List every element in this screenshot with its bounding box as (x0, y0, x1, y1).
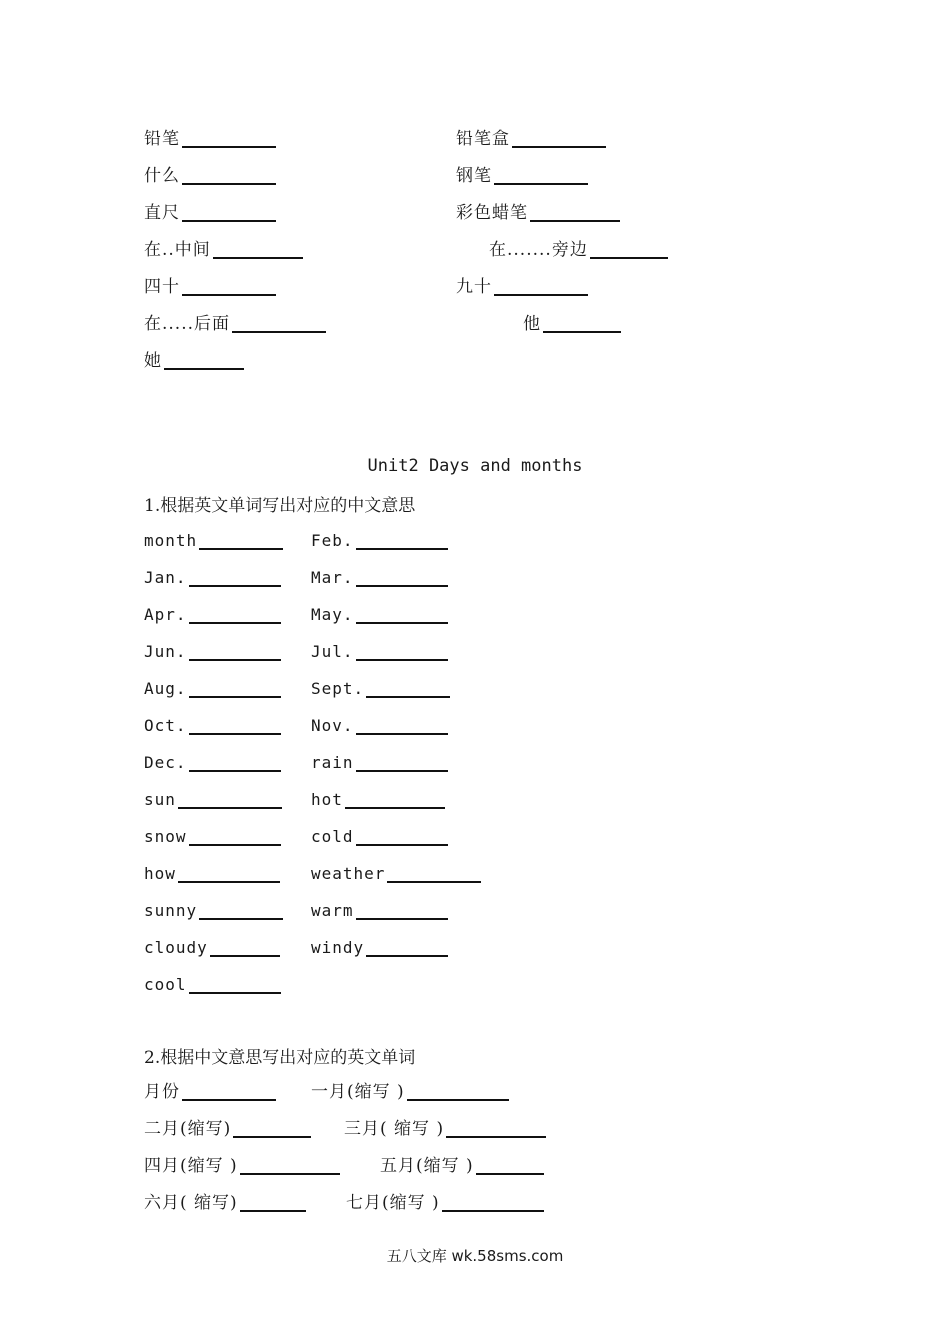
vocab-label: 六月( 缩写) (144, 1193, 238, 1213)
vocab-label: May. (311, 605, 354, 624)
vocab-item (144, 824, 281, 850)
answer-blank[interactable] (356, 622, 448, 624)
vocab-item (311, 1079, 509, 1105)
vocab-item (144, 787, 282, 813)
vocab-label: hot (311, 790, 343, 809)
vocab-label: 在.......旁边 (489, 240, 588, 260)
vocab-item (489, 237, 668, 263)
vocab-label: 直尺 (144, 203, 180, 223)
vocab-item (144, 602, 281, 628)
vocab-label: rain (311, 753, 354, 772)
answer-blank[interactable] (199, 548, 283, 550)
vocab-item (311, 528, 448, 554)
answer-blank[interactable] (240, 1173, 340, 1175)
answer-blank[interactable] (240, 1210, 306, 1212)
vocab-label: 九十 (456, 277, 492, 297)
vocab-label: cloudy (144, 938, 208, 957)
answer-blank[interactable] (189, 622, 281, 624)
answer-blank[interactable] (213, 257, 303, 259)
answer-blank[interactable] (356, 770, 448, 772)
answer-blank[interactable] (189, 992, 281, 994)
vocab-item (144, 163, 276, 189)
answer-blank[interactable] (356, 659, 448, 661)
vocab-item (456, 200, 620, 226)
vocab-item (311, 898, 448, 924)
vocab-label: 四十 (144, 277, 180, 297)
answer-blank[interactable] (189, 696, 281, 698)
vocab-item (311, 935, 448, 961)
answer-blank[interactable] (189, 733, 281, 735)
answer-blank[interactable] (356, 733, 448, 735)
vocab-item (311, 639, 448, 665)
vocab-item (311, 787, 445, 813)
vocab-item (144, 1079, 276, 1105)
answer-blank[interactable] (512, 146, 606, 148)
vocab-label: sunny (144, 901, 198, 920)
vocab-item (311, 750, 448, 776)
vocab-label: 铅笔 (144, 129, 180, 149)
vocab-label: Jan. (144, 568, 187, 587)
section1-title: 1.根据英文单词写出对应的中文意思 (144, 496, 416, 516)
section2-title: 2.根据中文意思写出对应的英文单词 (144, 1048, 416, 1068)
vocab-label: cold (311, 827, 354, 846)
vocab-item (456, 163, 588, 189)
vocab-item (144, 200, 276, 226)
vocab-label: 七月(缩写 ) (346, 1193, 440, 1213)
vocab-item (311, 602, 448, 628)
vocab-label: Jun. (144, 642, 187, 661)
vocab-item (144, 713, 281, 739)
answer-blank[interactable] (442, 1210, 544, 1212)
vocab-label: warm (311, 901, 354, 920)
vocab-item (311, 713, 448, 739)
vocab-label: Jul. (311, 642, 354, 661)
vocab-label: 四月(缩写 ) (144, 1156, 238, 1176)
vocab-item (144, 237, 303, 263)
vocab-label: Mar. (311, 568, 354, 587)
footer-watermark: 五八文库 wk.58sms.com (386, 1247, 564, 1265)
answer-blank[interactable] (189, 770, 281, 772)
vocab-item (144, 565, 281, 591)
vocab-label: cool (144, 975, 187, 994)
vocab-label: weather (311, 864, 386, 883)
vocab-item (311, 676, 450, 702)
unit-title: Unit2 Days and months (367, 456, 583, 476)
vocab-label: 月份 (144, 1082, 180, 1102)
answer-blank[interactable] (182, 220, 276, 222)
answer-blank[interactable] (356, 585, 448, 587)
vocab-item (144, 676, 281, 702)
answer-blank[interactable] (356, 918, 448, 920)
answer-blank[interactable] (543, 331, 621, 333)
answer-blank[interactable] (189, 585, 281, 587)
vocab-item (144, 898, 283, 924)
vocab-item (144, 348, 244, 374)
vocab-item (380, 1153, 544, 1179)
vocab-label: sun (144, 790, 176, 809)
vocab-item (144, 126, 276, 152)
answer-blank[interactable] (387, 881, 481, 883)
answer-blank[interactable] (494, 294, 588, 296)
vocab-label: 铅笔盒 (456, 129, 510, 149)
vocab-label: Sept. (311, 679, 365, 698)
answer-blank[interactable] (590, 257, 668, 259)
answer-blank[interactable] (189, 659, 281, 661)
vocab-item (144, 274, 276, 300)
vocab-label: month (144, 531, 198, 550)
vocab-label: 在.....后面 (144, 314, 231, 334)
vocab-label: 她 (144, 351, 162, 371)
vocab-item (144, 1190, 306, 1216)
vocab-item (456, 126, 606, 152)
vocab-label: Feb. (311, 531, 354, 550)
vocab-label: windy (311, 938, 365, 957)
vocab-item (144, 972, 281, 998)
answer-blank[interactable] (210, 955, 280, 957)
answer-blank[interactable] (178, 881, 280, 883)
answer-blank[interactable] (345, 807, 445, 809)
vocab-label: 一月(缩写 ) (311, 1082, 405, 1102)
answer-blank[interactable] (366, 696, 450, 698)
vocab-label: 钢笔 (456, 166, 492, 186)
answer-blank[interactable] (164, 368, 244, 370)
answer-blank[interactable] (476, 1173, 544, 1175)
vocab-item (311, 565, 448, 591)
vocab-item (311, 824, 448, 850)
vocab-label: 二月(缩写) (144, 1119, 232, 1139)
answer-blank[interactable] (233, 1136, 311, 1138)
answer-blank[interactable] (446, 1136, 546, 1138)
vocab-item (144, 528, 283, 554)
answer-blank[interactable] (182, 294, 276, 296)
vocab-item (144, 639, 281, 665)
answer-blank[interactable] (199, 918, 283, 920)
vocab-label: how (144, 864, 176, 883)
answer-blank[interactable] (407, 1099, 509, 1101)
answer-blank[interactable] (178, 807, 282, 809)
vocab-item (144, 750, 281, 776)
vocab-label: 在..中间 (144, 240, 211, 260)
vocab-item (144, 935, 280, 961)
vocab-item (144, 861, 280, 887)
vocab-label: Aug. (144, 679, 187, 698)
vocab-label: Dec. (144, 753, 187, 772)
answer-blank[interactable] (232, 331, 326, 333)
vocab-item (144, 1153, 340, 1179)
vocab-label: snow (144, 827, 187, 846)
vocab-label: Nov. (311, 716, 354, 735)
answer-blank[interactable] (530, 220, 620, 222)
vocab-item (346, 1190, 544, 1216)
answer-blank[interactable] (189, 844, 281, 846)
answer-blank[interactable] (182, 183, 276, 185)
answer-blank[interactable] (356, 844, 448, 846)
answer-blank[interactable] (494, 183, 588, 185)
answer-blank[interactable] (366, 955, 448, 957)
vocab-item (523, 311, 621, 337)
vocab-item (144, 311, 326, 337)
vocab-item (456, 274, 588, 300)
answer-blank[interactable] (182, 1099, 276, 1101)
vocab-label: 什么 (144, 166, 180, 186)
vocab-label: Apr. (144, 605, 187, 624)
vocab-label: 五月(缩写 ) (380, 1156, 474, 1176)
vocab-label: 三月( 缩写 ) (344, 1119, 445, 1139)
vocab-label: 他 (523, 314, 541, 334)
vocab-item (344, 1116, 546, 1142)
vocab-label: Oct. (144, 716, 187, 735)
vocab-item (311, 861, 481, 887)
answer-blank[interactable] (182, 146, 276, 148)
vocab-item (144, 1116, 311, 1142)
answer-blank[interactable] (356, 548, 448, 550)
vocab-label: 彩色蜡笔 (456, 203, 528, 223)
